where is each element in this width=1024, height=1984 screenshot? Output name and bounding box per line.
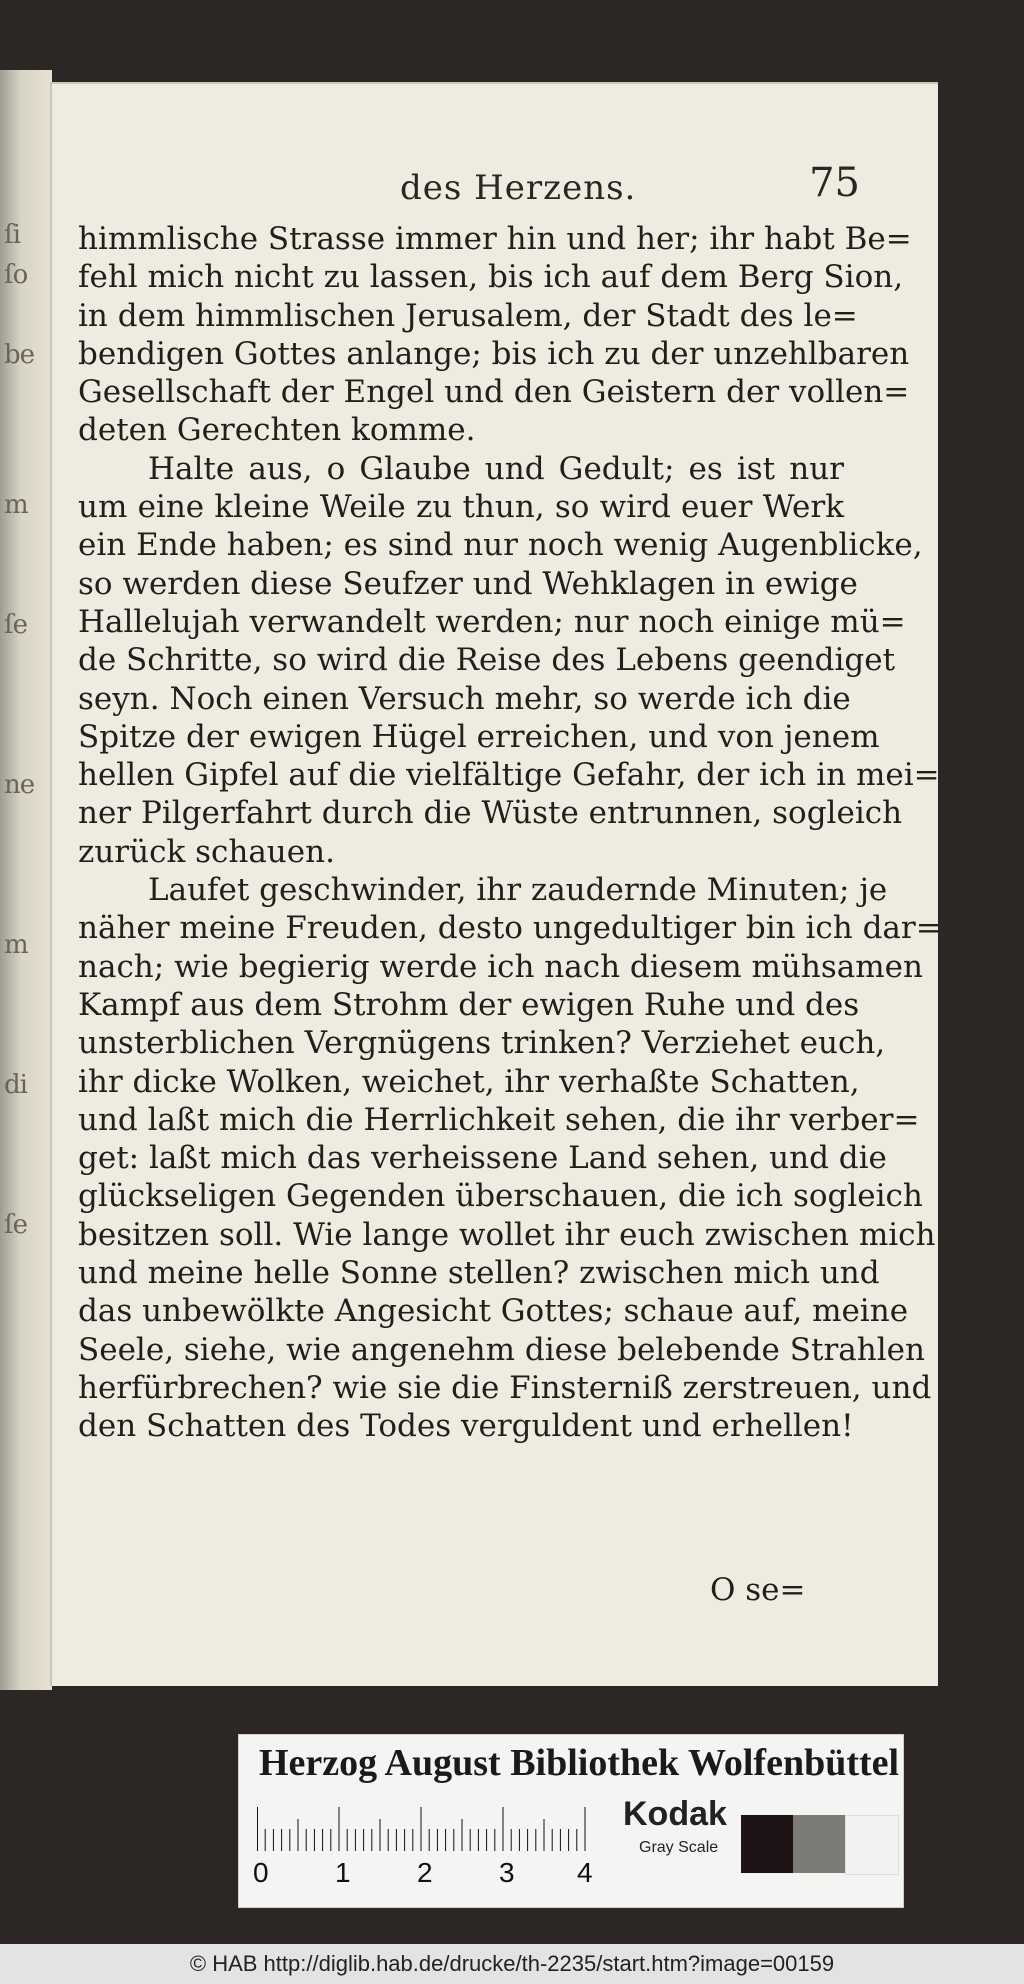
text-line: nach; wie begierig werde ich nach diesem mühsamen: [78, 948, 923, 985]
text-line: de Schritte, so wird die Reise des Lebens geendiget: [78, 642, 896, 679]
facing-page-fragment: di: [4, 1070, 27, 1100]
text-line: ner Pilgerfahrt durch die Wüste entrunnen, sogleich: [78, 795, 903, 832]
text-line: Hallelujah verwandelt werden; nur noch einige mü=: [78, 603, 906, 640]
text-line: und meine helle Sonne stellen? zwischen mich und: [78, 1255, 880, 1292]
text-line: hellen Gipfel auf die vielfältige Gefahr, der ich in mei=: [78, 757, 940, 794]
facing-page-edge: [0, 70, 52, 1690]
text-line: Spitze der ewigen Hügel erreichen, und von jenem: [78, 718, 880, 755]
ruler-label: 1: [335, 1857, 351, 1888]
facing-page-fragment: ne: [4, 770, 35, 800]
swatch-dark: [741, 1815, 793, 1873]
ruler-label: 2: [417, 1857, 433, 1888]
text-line: um eine kleine Weile zu thun, so wird euer Werk: [78, 489, 844, 526]
ruler-label: 0: [253, 1857, 269, 1888]
kodak-logo: Kodak: [623, 1795, 727, 1833]
text-line: Seele, siehe, wie angenehm diese belebende Strahlen: [78, 1331, 925, 1368]
text-line: so werden diese Seufzer und Wehklagen in ewige: [78, 565, 858, 602]
text-line: seyn. Noch einen Versuch mehr, so werde ich die: [78, 680, 851, 717]
swatch-mid: [793, 1815, 845, 1873]
book-page: [50, 82, 942, 1686]
text-line: get: laßt mich das verheissene Land sehen, und die: [78, 1140, 887, 1177]
text-line: himmlische Strasse immer hin und her; ihr habt Be=: [78, 221, 912, 257]
color-calibration-card: [238, 1734, 904, 1908]
facing-page-fragment: be: [4, 340, 35, 370]
text-line: Kampf aus dem Strohm der ewigen Ruhe und des: [78, 986, 860, 1023]
text-line: und laßt mich die Herrlichkeit sehen, die ihr verber=: [78, 1101, 920, 1138]
catchword: O se=: [710, 1572, 806, 1608]
text-line: unsterblichen Vergnügens trinken? Verziehet euch,: [78, 1025, 886, 1062]
gray-scale-label: Gray Scale: [639, 1839, 719, 1856]
text-line: Halte aus, o Glaube und Gedult; es ist nur: [148, 450, 844, 487]
page-number: 75: [809, 160, 860, 206]
text-line: den Schatten des Todes verguldent und erhellen!: [78, 1408, 854, 1445]
ruler: [257, 1807, 597, 1851]
text-line: das unbewölkte Angesicht Gottes; schaue auf, meine: [78, 1293, 909, 1330]
text-line: deten Gerechten komme.: [78, 412, 476, 449]
ruler-label: 3: [499, 1857, 515, 1888]
text-line: Gesellschaft der Engel und den Geistern der vollen=: [78, 374, 910, 411]
text-line: glückseligen Gegenden überschauen, die ich sogleich: [78, 1178, 923, 1215]
text-line: näher meine Freuden, desto ungedultiger bin ich dar=: [78, 910, 942, 947]
facing-page-fragment: ſo: [4, 260, 28, 290]
ruler-label: 4: [577, 1857, 593, 1888]
text-line: herfürbrechen? wie sie die Finsterniß zerstreuen, und: [78, 1369, 932, 1406]
text-line: in dem himmlischen Jerusalem, der Stadt des le=: [78, 297, 858, 334]
library-name: Herzog August Bibliothek Wolfenbüttel: [259, 1742, 900, 1784]
text-line: zurück schauen.: [78, 833, 335, 870]
swatch-light: [845, 1815, 899, 1875]
facing-page-fragment: m: [4, 930, 28, 960]
text-line: ihr dicke Wolken, weichet, ihr verhaßte Schatten,: [78, 1063, 860, 1100]
facing-page-fragment: ſe: [4, 610, 28, 640]
page-header: [340, 160, 860, 220]
running-title: des Herzens.: [400, 168, 637, 208]
text-line: bendigen Gottes anlange; bis ich zu der unzehlbaren: [78, 335, 910, 372]
body-text: [78, 220, 942, 1446]
facing-page-fragment: ſi: [4, 220, 20, 250]
text-line: ein Ende haben; es sind nur noch wenig Augenblicke,: [78, 527, 923, 564]
text-line: fehl mich nicht zu lassen, bis ich auf dem Berg Sion,: [78, 259, 904, 296]
text-line: besitzen soll. Wie lange wollet ihr euch zwischen mich: [78, 1216, 936, 1253]
footer-credit: © HAB http://diglib.hab.de/drucke/th-2235/start.htm?image=00159: [0, 1944, 1024, 1984]
facing-page-fragment: m: [4, 490, 28, 520]
facing-page-fragment: ſe: [4, 1210, 28, 1240]
text-line: Laufet geschwinder, ihr zaudernde Minuten; je: [148, 872, 888, 909]
